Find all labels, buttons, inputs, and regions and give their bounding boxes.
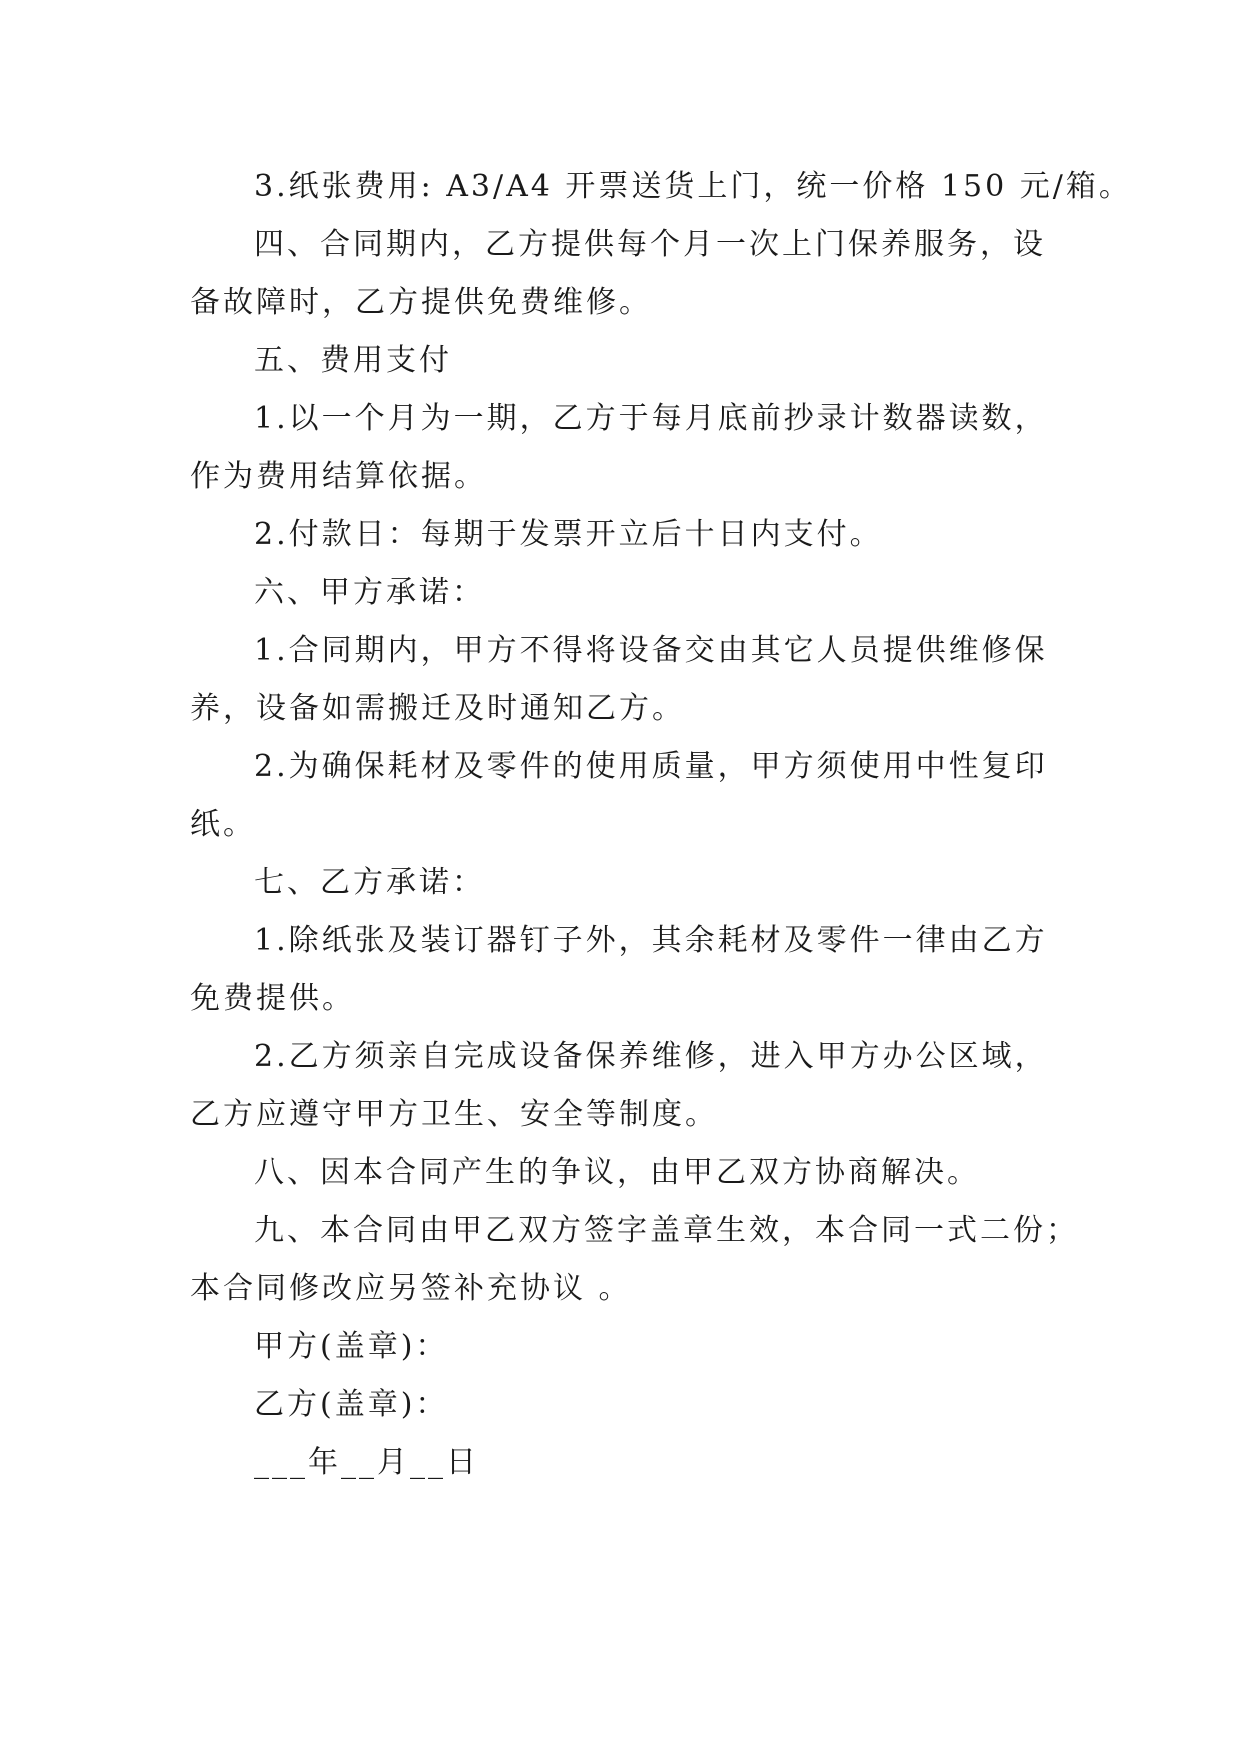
clause-4-line-2: 备故障时，乙方提供免费维修。 — [190, 285, 652, 320]
clause-7-2-line-2: 乙方应遵守甲方卫生、安全等制度。 — [190, 1097, 718, 1132]
clause-6-2-line-1: 2.为确保耗材及零件的使用质量，甲方须使用中性复印 — [254, 749, 1048, 784]
section-5-heading: 五、费用支付 — [254, 343, 452, 378]
clause-5-1-line-1: 1.以一个月为一期，乙方于每月底前抄录计数器读数， — [254, 401, 1048, 436]
clause-8: 八、因本合同产生的争议，由甲乙双方协商解决。 — [254, 1155, 980, 1190]
clause-4-line-1: 四、合同期内，乙方提供每个月一次上门保养服务，设 — [254, 227, 1046, 262]
section-7-heading: 七、乙方承诺： — [254, 865, 485, 900]
clause-6-1-line-2: 养，设备如需搬迁及时通知乙方。 — [190, 691, 685, 726]
section-6-heading: 六、甲方承诺： — [254, 575, 485, 610]
clause-9-line-1: 九、本合同由甲乙双方签字盖章生效，本合同一式二份； — [254, 1213, 1079, 1248]
date-line: ___年__月__日 — [254, 1445, 479, 1480]
clause-5-2: 2.付款日：每期于发票开立后十日内支付。 — [254, 517, 883, 552]
party-b-seal: 乙方(盖章)： — [254, 1387, 449, 1422]
clause-7-2-line-1: 2.乙方须亲自完成设备保养维修，进入甲方办公区域， — [254, 1039, 1048, 1074]
clause-6-1-line-1: 1.合同期内，甲方不得将设备交由其它人员提供维修保 — [254, 633, 1048, 668]
clause-6-2-line-2: 纸。 — [190, 807, 256, 842]
clause-7-1-line-1: 1.除纸张及装订器钉子外，其余耗材及零件一律由乙方 — [254, 923, 1048, 958]
clause-5-1-line-2: 作为费用结算依据。 — [190, 459, 487, 494]
clause-3-paper-fee: 3.纸张费用: A3/A4 开票送货上门，统一价格 150 元/箱。 — [254, 169, 1132, 204]
party-a-seal: 甲方(盖章)： — [254, 1329, 449, 1364]
clause-9-line-2: 本合同修改应另签补充协议 。 — [190, 1271, 632, 1306]
contract-body — [190, 158, 1132, 1492]
clause-7-1-line-2: 免费提供。 — [190, 981, 355, 1016]
